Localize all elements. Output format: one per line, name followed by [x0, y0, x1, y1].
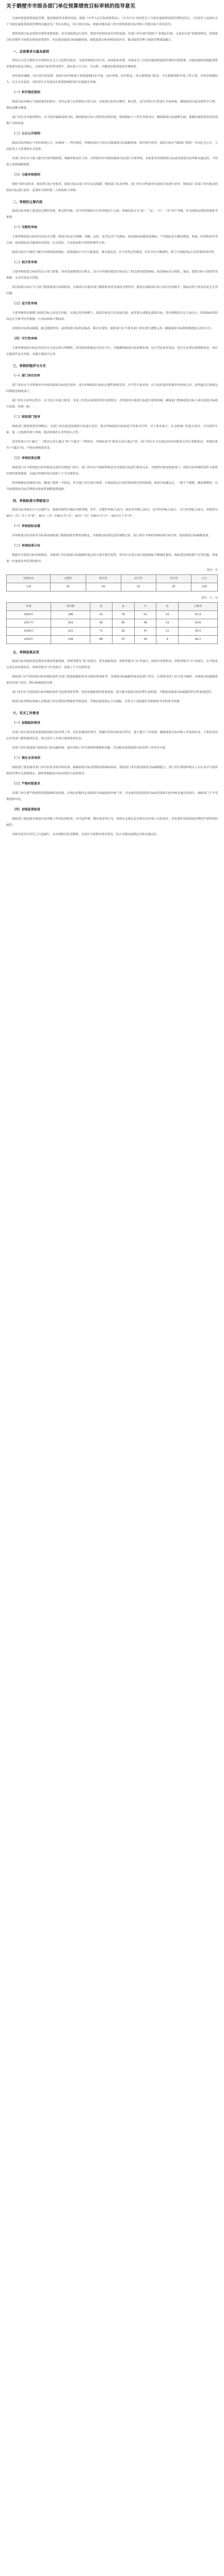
table-header-cell: 良 — [112, 603, 134, 611]
table-cell: 11 — [156, 628, 179, 636]
table-header-cell: 相关性 — [86, 575, 121, 583]
paragraph: 财政部门要加强对绩效目标审核工作的监督检查，对弄虚作假、敷衍塞责等行为，按照有关规定追究相关单位和人员的责任，切实维护预算绩效管理的严肃性和权威性。 — [6, 818, 218, 827]
table-header-cell: 优 — [90, 603, 113, 611]
table-row — [7, 583, 218, 591]
paragraph: 经审核确定的绩效目标，随部门预算一并批复，作为部门单位执行预算、开展绩效运行监控和绩效评价的依据。绩效目标确定后，一般不予调整，确需调整的，应当按照绩效目标管理要求和预算调整流程报批。 — [6, 482, 218, 491]
paragraph: 主要审核绩效目标的内容是否完整，绩效目标是否明确、清晰。包括：是否包含产出指标、效益指标和满意度指标；产出指标是否涵盖数量、质量、时效和成本等方面；效益指标是否涵盖经济效益、社会效益、生态效益和可持续影响等方面。 — [6, 235, 218, 245]
subsection-heading: （二）强化业务培训 — [12, 756, 41, 760]
paragraph: 主要审核绩效目标是否经过充分论证和合理测算；所采取的措施是否切实可行，并能确保绩效目标如期实现；综合考虑成本效益，是否有必要安排财政资金，项目实施条件是否具备，实施方案是否完善。 — [6, 347, 218, 356]
table-header-row — [7, 603, 218, 611]
score-table-caption: 单位：分 — [206, 569, 218, 572]
table-cell: 分值 — [7, 583, 51, 591]
table-header-cell: 项目数 — [51, 603, 90, 611]
paragraph: 绩效目标审核结果是预算安排的重要依据。审核等级为“优”的项目，优先保障资金；审核等级为“良”的项目，按程序安排资金；审核等级为“中”的项目，应当修改完善后再安排资金；审核等级为“差”的项目，原则上不予安排资金。 — [6, 660, 218, 669]
document-page — [6, 0, 218, 2576]
results-table-wrapper — [6, 596, 218, 644]
table-cell: 25 — [156, 583, 191, 591]
table-cell: 95.0 — [179, 628, 218, 636]
paragraph: 绩效目标审核实行百分制评分，根据审核得分确定审核等级。其中，完整性审核占25分，相关性审核占25分，适当性审核占25分，可行性审核占25分。审核得分90分（含）以上为“优”，80分（含）至90分为“良”，60分（含）至80分为“中”，60分以下为“差”。 — [6, 509, 218, 518]
intro-paragraph: 为加快推进预算绩效管理，提高财政资金使用效益，根据《中华人民共和国预算法》、《中共中央 国务院关于全面实施预算绩效管理的意见》、《河南省人民政府关于全面实施预算绩效管理的实施意见》等有关规定，结合我市实际，现就市级各部门单位预算绩效目标审核工作提出如下指导意见。 — [6, 17, 218, 26]
paragraph: 绩效目标审核应当按照规范的程序，采用定量与定性相结合的方法，对绩效目标的完整性、相关性、适当性和可行性进行全面审核，确保绩效目标设置科学合理、指标清晰可衡量。 — [6, 100, 218, 110]
table-cell: 186 — [51, 611, 90, 619]
section — [6, 710, 218, 838]
table-cell: 25 — [51, 583, 86, 591]
subsection-heading: （二）审核结果分布 — [12, 544, 41, 548]
table-header-cell: 适当性 — [121, 575, 156, 583]
table-cell: 71 — [90, 628, 113, 636]
subsection-heading: （四）可行性审核 — [12, 337, 38, 341]
table-cell: 2018年 — [7, 628, 51, 636]
paragraph: 根据往年绩效目标审核情况，市级部门单位绩效目标编制质量总体呈逐年提升趋势，但仍存在部分项目绩效指标不够细化量化、指标值设置依据不足等问题，需要进一步加强业务培训和指导。 — [6, 554, 218, 563]
subsection-heading: （一）完整性审核 — [12, 226, 38, 229]
paragraph: 各部门单位要严格按照预算编制时间安排，在规定时限内完成绩效目标编报和审核工作。对未按时报送绩效目标或者绩效目标审核未通过的项目，财政部门不予受理预算申请。 — [6, 792, 218, 801]
section-heading: 二、审核的主要内容 — [12, 200, 43, 204]
paragraph: 绩效目标审核主要包括完整性审核、相关性审核、适当性审核和可行性审核四个方面，审核结果分为“优”、“良”、“中”、“差”四个等级，作为预算安排的重要参考依据。 — [6, 210, 218, 219]
table-row — [7, 619, 218, 628]
table-cell: 44 — [134, 636, 156, 644]
subsection-heading: （一）部门单位初审 — [12, 374, 41, 378]
section-heading: 六、有关工作要求 — [12, 711, 39, 715]
table-cell: 93.6 — [179, 619, 218, 628]
section — [6, 498, 218, 644]
subsection-heading: （三）适当性审核 — [12, 302, 38, 306]
table-row — [7, 636, 218, 644]
paragraph: 按照“谁申请资金，谁设置目标”的要求，绩效目标由部门单位负责编制，财政部门负责审核。部门单位对所属单位绩效目标进行初审，财政部门对部门单位报送的绩效目标进行复审，必要时可组织第三方机构参与审核。 — [6, 183, 218, 192]
section — [6, 48, 218, 194]
subsection-heading: （四）加强监督检查 — [12, 808, 41, 811]
paragraph: 财政部门要加强对部门单位的业务指导和培训，编制绩效目标设置指南和指标体系，帮助部门单位提高绩效目标编制能力。部门单位要组织相关人员认真学习预算绩效管理有关政策规定，熟练掌握绩效目标设置的方法和要求。 — [6, 766, 218, 775]
paragraph: 各部门单位应当建立健全内部审核机制，明确审核责任主体，对所属单位申报的绩效目标进行全面审核，未按要求设置绩效目标或者绩效目标审核未通过的，不得进入预算编制流程。 — [6, 157, 218, 166]
paragraph: 绩效目标应当细化分解为具体的绩效指标，绩效指标应当尽可能量化，难以量化的，应当采用定性描述，但应具有可衡量性，便于开展绩效运行监控和绩效评价。 — [12, 251, 217, 254]
table-header-cell: 完整性 — [51, 575, 86, 583]
table-header-cell: 差 — [156, 603, 179, 611]
paragraph: 绩效目标审核结果纳入市级部门单位预算管理绩效考核范围，考核结果按规定予以通报，并作为干部选拔任用和绩效考评的参考依据。 — [12, 700, 183, 703]
table-cell: 47 — [134, 628, 156, 636]
paragraph: 各部门单位要加强与财政部门的沟通协调，及时反映工作中遇到的困难和问题，共同推动预算绩效目标管理工作有序开展。 — [12, 747, 168, 750]
intro-paragraphs — [6, 15, 218, 43]
table-cell: 25 — [86, 583, 121, 591]
paragraph: 绩效目标审核应当坚持客观公正、标准统一、程序规范，审核结果应当真实反映绩效目标编制质量。除涉密内容外，绩效目标应当随部门预算一并向社会公开，主动接受人大监督和社会监督。 — [6, 142, 218, 151]
table-cell: 2017年 — [7, 619, 51, 628]
paragraph: 部门单位应当对所属单位申报的绩效目标进行初审，重点审核绩效目标的完整性和相关性，对不符合要求的，应当及时退回所属单位修改完善，初审通过后按规定时限报送财政部门。 — [6, 384, 218, 393]
table-header-row — [7, 575, 218, 583]
table-cell: 85 — [112, 619, 134, 628]
table-header-cell: 可行性 — [156, 575, 191, 583]
paragraph: 坚持以习近平新时代中国特色社会主义思想为指导，全面贯彻落实党中央、国务院和省委、省政府关于全面实施预算绩效管理的决策部署，以提高财政资源配置效率和使用效益为核心，以绩效目标管理为抓手，逐步建立全方位、全过程、全覆盖的预算绩效管理体系。 — [6, 59, 218, 69]
paragraph: 坚持统筹兼顾、突出重点的原则。绩效目标审核要与预算编制同步开展、同步审核、同步批复，重点围绕部门职责、中长期规划和年度工作计划，对资金规模较大、社会关注度高、对经济社会发展具有重要影响的项目实施重点审核。 — [6, 75, 218, 84]
paragraph: 财政部门应当将绩效目标审核结果作为部门预算编制和资金分配的重要参考，对绩效目标编制质量高的部门单位，在预算安排上给予适当倾斜；对绩效目标编制质量差的部门单位，相应核减预算安排。 — [6, 675, 218, 685]
table-cell: 221 — [51, 628, 90, 636]
paragraph: 财政部门应当将绩效目标审核意见及时反馈部门单位，部门单位应当根据审核意见对绩效目标进行修改完善，并按程序报送财政部门。绩效目标审核结果作为预算安排的重要依据，未通过审核的项目原则上不予安排资金。 — [6, 466, 218, 476]
table-cell: 97 — [112, 636, 134, 644]
table-header-cell: 年度 — [7, 603, 51, 611]
results-table — [6, 602, 218, 644]
table-cell: 100 — [191, 583, 217, 591]
results-table-caption: 单位：个、% — [201, 597, 218, 600]
subsection-heading: （二）公正公开原则 — [12, 132, 41, 135]
paragraph: 对绩效目标明显偏低、缺乏挑战性的，或者绩效目标明显偏高、难以实现的，财政部门应当要求部门单位进行调整完善，确保绩效目标既积极进取又切实可行。 — [12, 327, 214, 330]
table-cell: 25 — [121, 583, 156, 591]
paragraph: 财政部门按照预算管理级次，对部门单位报送的绩效目标进行复审，重点审核绩效目标的适当性和可行性。对于资金量大、社会影响广的重点项目，可以组织专家、第三方机构等参与审核，提高审核的专业性和公正性。 — [6, 425, 218, 434]
subsection-heading: （一）加强组织领导 — [12, 721, 41, 725]
section-heading: 三、审核的程序与方式 — [12, 364, 46, 368]
table-cell: 91.9 — [179, 611, 218, 619]
section — [6, 649, 218, 705]
score-table-wrapper — [6, 568, 218, 591]
table-cell: 51 — [134, 611, 156, 619]
paragraph: 复审结果分为“通过”、“修改完善后通过”和“不通过”三种情况。审核结果为“修改完善后通过”的，部门单位应当在规定时间内修改完善后重新报送；审核结果为“不通过”的，不得安排预算资金。 — [6, 440, 218, 450]
table-cell: 9 — [156, 636, 179, 644]
section-heading: 一、总体要求与基本原则 — [12, 49, 50, 54]
table-cell: 2016年 — [7, 611, 51, 619]
paragraph: 本指导意见自印发之日起施行，由市财政局负责解释。各县区可参照本指导意见，结合本地实际制定具体实施办法。 — [12, 833, 159, 836]
intro-paragraph: 预算绩效目标是预算安排的重要依据，是开展绩效运行监控、绩效评价和结果应用的基础。各部门单位要牢固树立“花钱必问效、无效必问责”的绩效理念，将绩效目标设置作为预算安排的前置条件，切实提高绩效目标编制质量，强化绩效目标审核结果应用，推动绩效管理与预算管理深度融合。 — [6, 32, 218, 42]
table-cell: 92 — [112, 628, 134, 636]
table-cell: 56 — [90, 619, 113, 628]
table-cell: 203 — [51, 619, 90, 628]
section — [6, 199, 218, 358]
paragraph: 部门单位在初审过程中，应当结合本部门职责、年度工作重点和预算资金安排情况，对所属单位绩效目标进行统筹协调，确保部门整体绩效目标与项目绩效目标相互衔接、协调一致。 — [6, 399, 218, 409]
subsection-heading: （一）科学规范原则 — [12, 91, 41, 94]
section — [6, 363, 218, 493]
table-cell: 238 — [51, 636, 90, 644]
table-header-cell: 中 — [134, 603, 156, 611]
paragraph: 各部门单位要高度重视预算绩效目标管理工作，切实加强组织领导，明确分管领导和责任科室，建立健全工作机制，确保绩效目标审核工作落到实处。主要负责同志对本部门预算绩效负责，项目责任人对项目预算绩效负责。 — [6, 731, 218, 740]
subsection-heading: （二）财政部门复审 — [12, 415, 41, 419]
table-row — [7, 611, 218, 619]
document-sections — [6, 48, 218, 838]
subsection-heading: （三）分级审核原则 — [12, 173, 41, 177]
subsection-heading: （三）严格时限要求 — [12, 782, 41, 786]
table-header-cell: 审核内容 — [7, 575, 51, 583]
subsection-heading: （三）审核结果反馈 — [12, 456, 41, 460]
paragraph: 项目绩效目标应当与部门整体绩效目标相衔接，反映项目实施对部门履职和事业发展的支撑作用，避免出现绩效目标与项目内容脱节、指标设置与资金用途无关等问题。 — [6, 286, 218, 295]
table-cell: 78 — [112, 611, 134, 619]
subsection-heading: （一）审核指标设置 — [12, 524, 41, 528]
table-cell: 15 — [156, 611, 179, 619]
table-cell: 88 — [90, 636, 113, 644]
table-row — [7, 628, 218, 636]
table-header-cell: 合计 — [191, 575, 217, 583]
subsection-heading: （二）相关性审核 — [12, 261, 38, 264]
paragraph: 部门单位应当将绩效目标审核结果作为改进预算管理、优化资源配置的重要依据，建立健全绩效目标管理长效机制，不断提高绩效目标编制的科学性和规范性。 — [12, 691, 214, 694]
document-title: 关于鹤壁市市级各部门单位预算绩效目标审核的指导意见 — [6, 4, 135, 9]
table-cell: 13 — [156, 619, 179, 628]
table-cell: 42 — [90, 611, 113, 619]
paragraph: 主要审核资金规模与绩效目标之间是否匹配，在既定资金规模下，绩效目标是否过高或过低；或者要完成既定绩效目标，资金规模是否过大或过小。绩效指标值的设定应当参考历史数据、行业标准和计划标准。 — [6, 312, 218, 321]
section-heading: 四、审核标准与等级划分 — [12, 499, 50, 503]
paragraph: 部门单位在申报预算时，应当同步编报绩效目标，做到绩效目标与预算资金相匹配，绩效指标与工作任务相对应，确保绩效目标能够全面、准确反映预算资金的预期产出和效果。 — [6, 116, 218, 125]
table-cell: 49 — [134, 619, 156, 628]
table-cell: 2019年 — [7, 636, 51, 644]
table-header-cell: 合格率 — [179, 603, 218, 611]
paragraph: 主要审核绩效目标的设定与部门职能、事业发展规划是否相关，是否对申报的绩效目标设定了相关联的绩效指标，绩效指标是否细化、量化，绩效目标与预算资金规模、支出内容是否匹配。 — [6, 270, 218, 280]
paragraph: 各审核要点的具体评分标准由财政部门根据预算管理要求制定，并根据实际情况适时调整完善。部门单位可参照审核标准开展自查，提高绩效目标编制质量。 — [12, 534, 212, 537]
table-cell: 96.2 — [179, 636, 218, 644]
score-table — [6, 574, 218, 591]
section-heading: 五、审核结果应用 — [12, 650, 39, 654]
